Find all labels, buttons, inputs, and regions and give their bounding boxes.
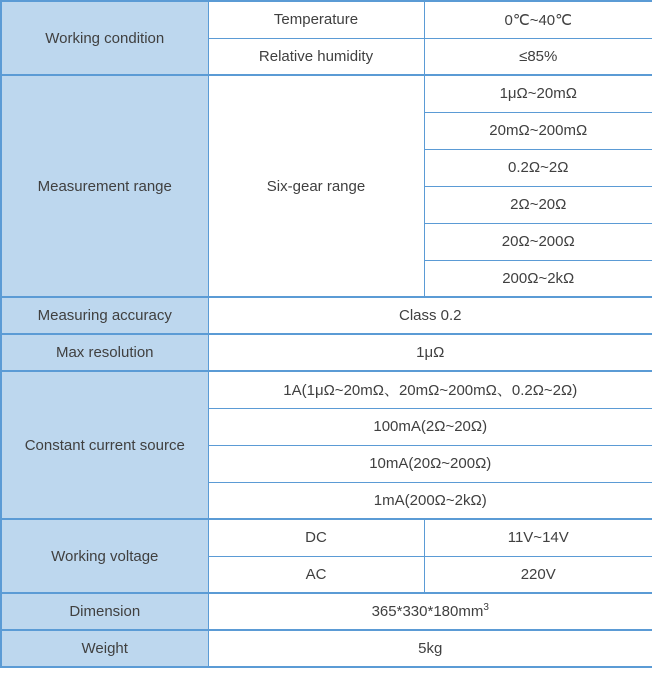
dimension-superscript: 3 — [483, 602, 489, 613]
row-label-max-resolution: Max resolution — [1, 334, 208, 371]
row-label-measuring-accuracy: Measuring accuracy — [1, 297, 208, 334]
value-dimension — [208, 593, 652, 630]
param-dc: DC — [208, 519, 424, 556]
value-range-4: 2Ω~20Ω — [424, 186, 652, 223]
value-range-2: 20mΩ~200mΩ — [424, 112, 652, 149]
spec-table-body — [1, 1, 652, 667]
value-max-resolution: 1μΩ — [208, 334, 652, 371]
row-label-working-condition: Working condition — [1, 1, 208, 75]
value-weight: 5kg — [208, 630, 652, 667]
table-row — [1, 334, 652, 371]
value-temperature: 0℃~40℃ — [424, 1, 652, 38]
param-ac: AC — [208, 556, 424, 593]
param-relative-humidity: Relative humidity — [208, 38, 424, 75]
row-label-constant-current-source: Constant current source — [1, 371, 208, 519]
row-label-weight: Weight — [1, 630, 208, 667]
value-range-6: 200Ω~2kΩ — [424, 260, 652, 297]
value-ac: 220V — [424, 556, 652, 593]
value-range-3: 0.2Ω~2Ω — [424, 149, 652, 186]
param-six-gear-range: Six-gear range — [208, 75, 424, 297]
row-label-measurement-range: Measurement range — [1, 75, 208, 297]
table-row — [1, 371, 652, 408]
value-range-5: 20Ω~200Ω — [424, 223, 652, 260]
value-current-4: 1mA(200Ω~2kΩ) — [208, 482, 652, 519]
value-current-3: 10mA(20Ω~200Ω) — [208, 445, 652, 482]
row-label-working-voltage: Working voltage — [1, 519, 208, 593]
value-dc: 11V~14V — [424, 519, 652, 556]
value-current-1: 1A(1μΩ~20mΩ、20mΩ~200mΩ、0.2Ω~2Ω) — [208, 371, 652, 408]
table-row — [1, 519, 652, 556]
value-current-2: 100mA(2Ω~20Ω) — [208, 408, 652, 445]
table-row — [1, 630, 652, 667]
table-row — [1, 297, 652, 334]
table-row — [1, 1, 652, 38]
table-row — [1, 593, 652, 630]
param-temperature: Temperature — [208, 1, 424, 38]
value-relative-humidity: ≤85% — [424, 38, 652, 75]
row-label-dimension: Dimension — [1, 593, 208, 630]
value-range-1: 1μΩ~20mΩ — [424, 75, 652, 112]
dimension-text: 365*330*180mm — [371, 603, 484, 620]
value-measuring-accuracy: Class 0.2 — [208, 297, 652, 334]
table-row — [1, 75, 652, 112]
